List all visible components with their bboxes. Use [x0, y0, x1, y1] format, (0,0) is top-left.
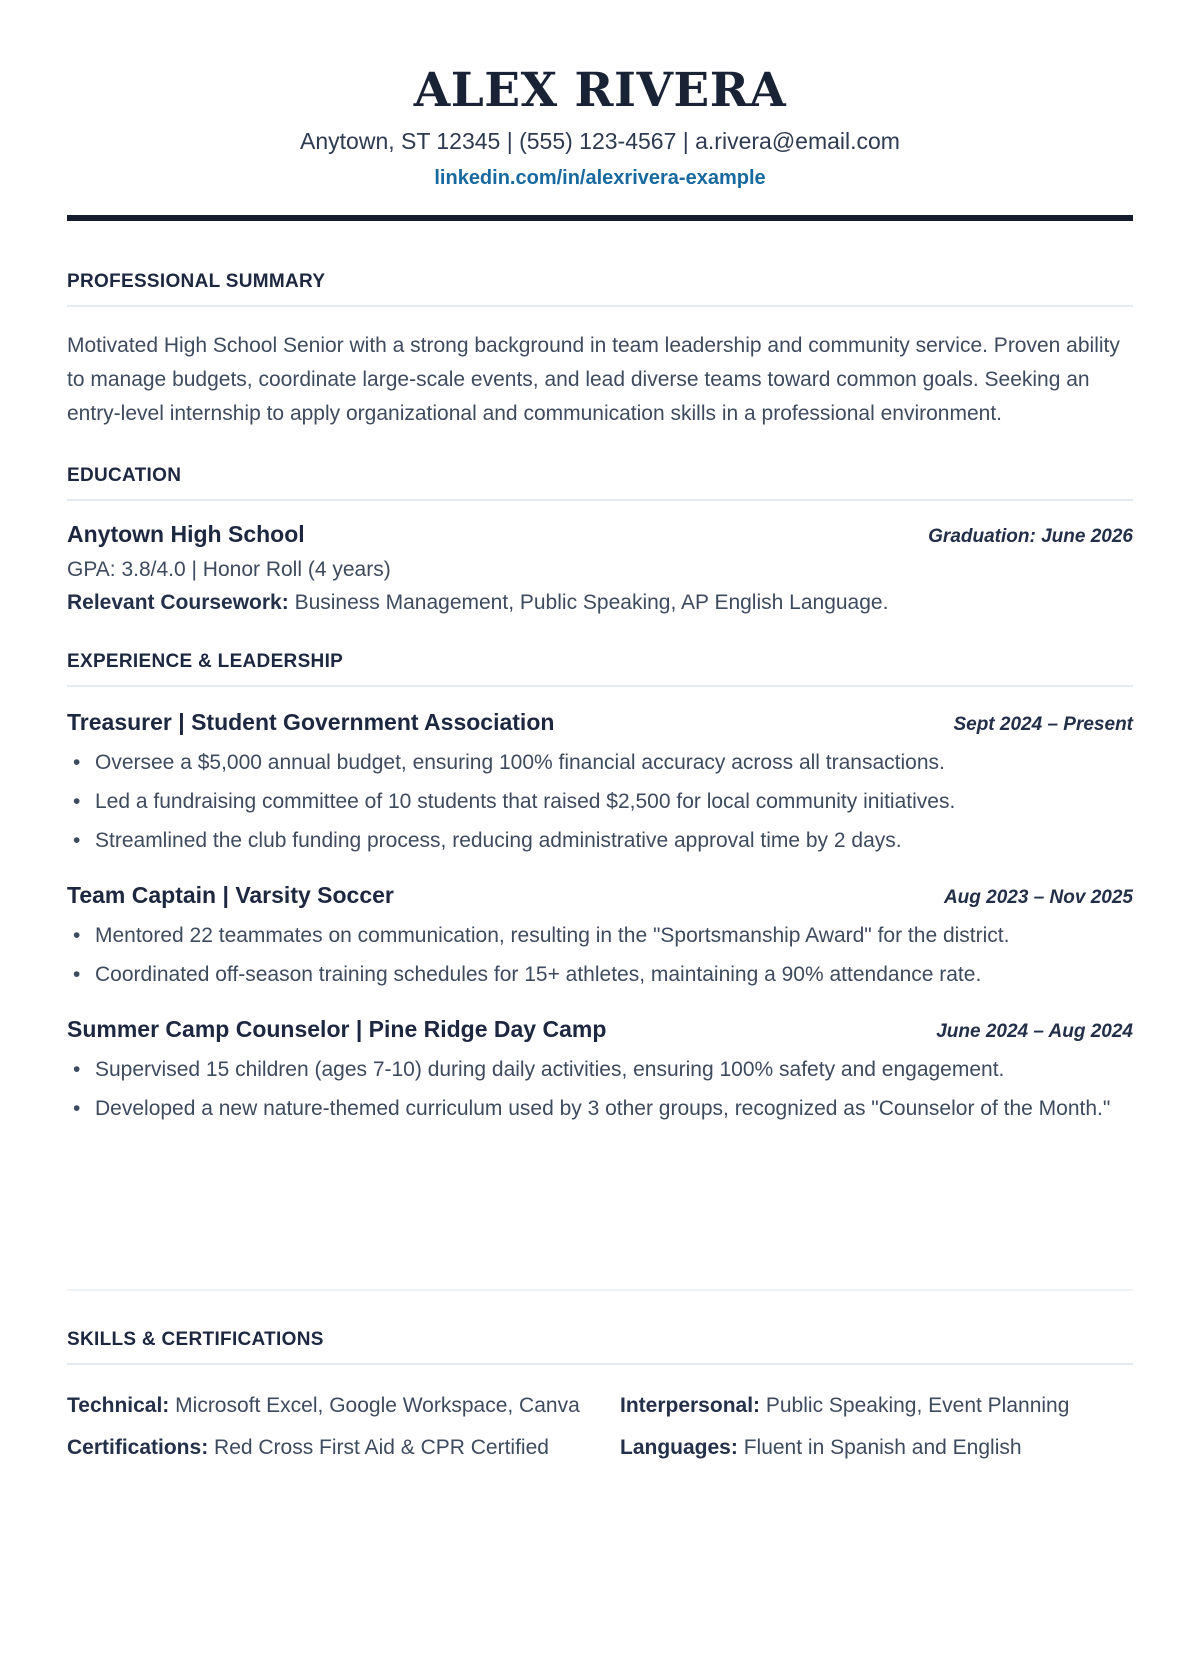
linkedin-link[interactable]: linkedin.com/in/alexrivera-example — [434, 167, 766, 190]
experience-section-heading: EXPERIENCE & LEADERSHIP — [67, 651, 1133, 687]
gpa-line: GPA: 3.8/4.0 | Honor Roll (4 years) — [67, 558, 391, 582]
job-bullet: • Streamlined the club funding process, reducing administrative approval time by 2 days. — [67, 826, 1133, 856]
job-bullet: • Mentored 22 teammates on communication, resulting in the "Sportsmanship Award" for the district. — [67, 921, 1133, 951]
job-title: Treasurer | Student Government Association — [67, 708, 555, 735]
skill-line-interpersonal — [620, 1389, 1133, 1423]
skill-label: Languages: — [620, 1435, 738, 1459]
job-title: Team Captain | Varsity Soccer — [67, 881, 394, 908]
section-experience — [67, 651, 1133, 1124]
job-dates: Sept 2024 – Present — [953, 713, 1133, 735]
job-bullet: • Developed a new nature-themed curriculum used by 3 other groups, recognized as "Counselor of the Month." — [67, 1094, 1133, 1124]
summary-paragraph: Motivated High School Senior with a strong background in team leadership and community service. Proven ability to manage budgets, coordinate large-scale events, and lead diverse teams toward common goals. Seeking an entry-level internship to apply organizational and communication skills in a professional environment. — [67, 334, 1120, 426]
skill-line-certifications — [67, 1431, 580, 1465]
resume-header — [67, 64, 1133, 221]
skill-text: Fluent in Spanish and English — [743, 1435, 1022, 1459]
skill-text: Microsoft Excel, Google Workspace, Canva — [175, 1393, 580, 1417]
coursework-text: Business Management, Public Speaking, AP English Language. — [294, 590, 889, 614]
skills-section-heading: SKILLS & CERTIFICATIONS — [67, 1329, 1133, 1365]
job-bullet-list — [67, 1055, 1133, 1124]
job-dates: Aug 2023 – Nov 2025 — [943, 886, 1133, 908]
skill-label: Interpersonal: — [620, 1393, 761, 1417]
skill-label: Certifications: — [67, 1435, 209, 1459]
job-entry-camp-counselor — [67, 1016, 1133, 1124]
education-section-heading: EDUCATION — [67, 465, 1133, 501]
job-dates: June 2024 – Aug 2024 — [936, 1020, 1133, 1042]
job-title: Summer Camp Counselor | Pine Ridge Day Camp — [67, 1015, 607, 1042]
job-bullet: • Led a fundraising committee of 10 students that raised $2,500 for local community initiatives. — [67, 787, 1133, 817]
job-bullet-list — [67, 748, 1133, 856]
skill-text: Red Cross First Aid & CPR Certified — [214, 1435, 549, 1459]
pre-skills-divider — [67, 1289, 1133, 1291]
job-bullet-list — [67, 921, 1133, 990]
header-divider-rule — [67, 215, 1133, 221]
job-entry-team-captain — [67, 882, 1133, 990]
candidate-name: ALEX RIVERA — [413, 63, 787, 118]
job-bullet: • Coordinated off-season training schedules for 15+ athletes, maintaining a 90% attendance rate. — [67, 960, 1133, 990]
skill-line-languages — [620, 1431, 1133, 1465]
job-title-row — [67, 1016, 1133, 1043]
skills-grid — [67, 1389, 1133, 1473]
skills-column-right — [620, 1389, 1133, 1473]
skills-column-left — [67, 1389, 580, 1473]
summary-section-heading: PROFESSIONAL SUMMARY — [67, 271, 1133, 307]
contact-line: Anytown, ST 12345 | (555) 123-4567 | a.rivera@email.com — [300, 128, 900, 155]
job-bullet: • Oversee a $5,000 annual budget, ensuring 100% financial accuracy across all transactions. — [67, 748, 1133, 778]
job-entry-treasurer — [67, 709, 1133, 856]
resume-page — [0, 64, 1200, 1664]
job-title-row — [67, 709, 1133, 736]
job-title-row — [67, 882, 1133, 909]
coursework-line — [67, 590, 1133, 615]
skill-text: Public Speaking, Event Planning — [765, 1393, 1070, 1417]
skill-label: Technical: — [67, 1393, 170, 1417]
coursework-label: Relevant Coursework: — [67, 590, 289, 614]
job-bullet: • Supervised 15 children (ages 7-10) during daily activities, ensuring 100% safety and engagement. — [67, 1055, 1133, 1085]
section-professional-summary — [67, 271, 1133, 431]
graduation-date: Graduation: June 2026 — [928, 526, 1133, 548]
skill-line-technical — [67, 1389, 580, 1423]
education-entry-row — [67, 521, 1133, 548]
section-skills — [67, 1329, 1133, 1473]
school-name: Anytown High School — [67, 521, 305, 548]
section-education — [67, 465, 1133, 614]
